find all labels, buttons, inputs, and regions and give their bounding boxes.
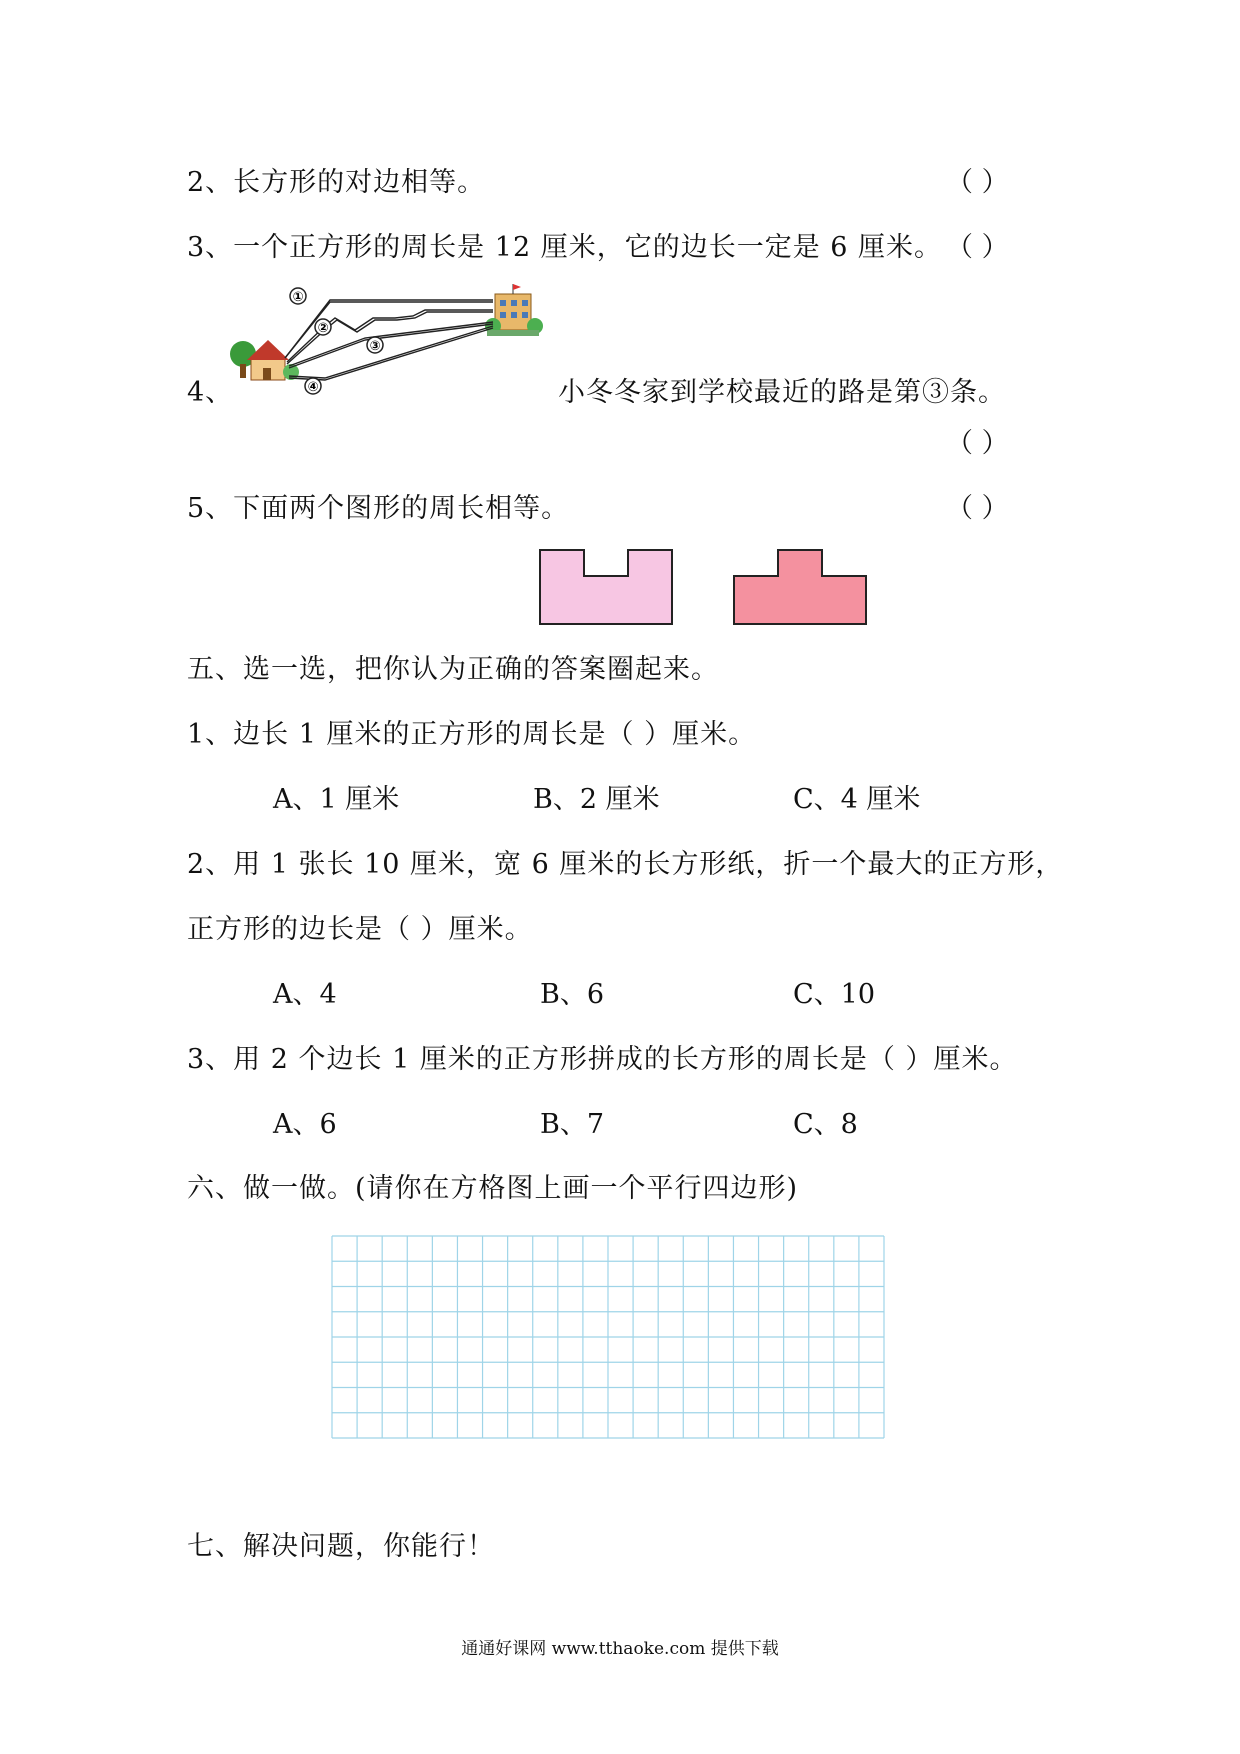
judge-q4-text: 小冬冬家到学校最近的路是第③条。	[558, 377, 1006, 408]
judge-q3: 3、一个正方形的周长是 12 厘米，它的边长一定是 6 厘米。	[187, 232, 943, 263]
q3-option-a[interactable]: A、6	[273, 1109, 337, 1140]
route-1-label: ①	[292, 290, 304, 305]
shape-right-stepped	[732, 548, 872, 628]
judge-q5: 5、下面两个图形的周长相等。	[187, 493, 570, 524]
q3-option-c[interactable]: C、8	[793, 1109, 858, 1140]
footer-source: 通通好课网 www.tthaoke.com 提供下载	[461, 1639, 779, 1659]
q1-option-a[interactable]: A、1 厘米	[273, 784, 400, 815]
q1-option-b[interactable]: B、2 厘米	[533, 784, 660, 815]
section5-q2-line2: 正方形的边长是（ ）厘米。	[187, 914, 533, 945]
q1-option-c[interactable]: C、4 厘米	[793, 784, 921, 815]
section5-q1: 1、边长 1 厘米的正方形的周长是（ ）厘米。	[187, 719, 757, 750]
section5-q3: 3、用 2 个边长 1 厘米的正方形拼成的长方形的周长是（ ）厘米。	[187, 1044, 1018, 1075]
drawing-grid[interactable]	[331, 1235, 885, 1439]
section5-q2-line1: 2、用 1 张长 10 厘米，宽 6 厘米的长方形纸，折一个最大的正方形，	[187, 849, 1064, 880]
route-3-label: ③	[369, 339, 381, 354]
shape-left-notched	[538, 548, 678, 628]
judge-q2: 2、长方形的对边相等。	[187, 167, 486, 198]
route-2-label: ②	[317, 321, 329, 336]
q2-option-a[interactable]: A、4	[273, 979, 337, 1010]
section7-title: 七、解决问题，你能行！	[187, 1531, 495, 1562]
q2-option-c[interactable]: C、10	[793, 979, 876, 1010]
section5-title: 五、选一选，把你认为正确的答案圈起来。	[187, 654, 719, 685]
route-map-illustration	[225, 282, 555, 412]
school-icon	[485, 284, 543, 336]
answer-paren-q3[interactable]: （ ）	[946, 232, 1009, 263]
q3-option-b[interactable]: B、7	[540, 1109, 605, 1140]
route-4-label: ④	[307, 380, 319, 395]
answer-paren-q2[interactable]: （ ）	[946, 167, 1009, 198]
judge-q4-number: 4、	[187, 377, 234, 408]
q2-option-b[interactable]: B、6	[540, 979, 605, 1010]
routes	[285, 300, 493, 380]
answer-paren-q4[interactable]: （ ）	[946, 428, 1009, 459]
answer-paren-q5[interactable]: （ ）	[946, 493, 1009, 524]
section6-title: 六、做一做。(请你在方格图上画一个平行四边形)	[187, 1173, 799, 1204]
